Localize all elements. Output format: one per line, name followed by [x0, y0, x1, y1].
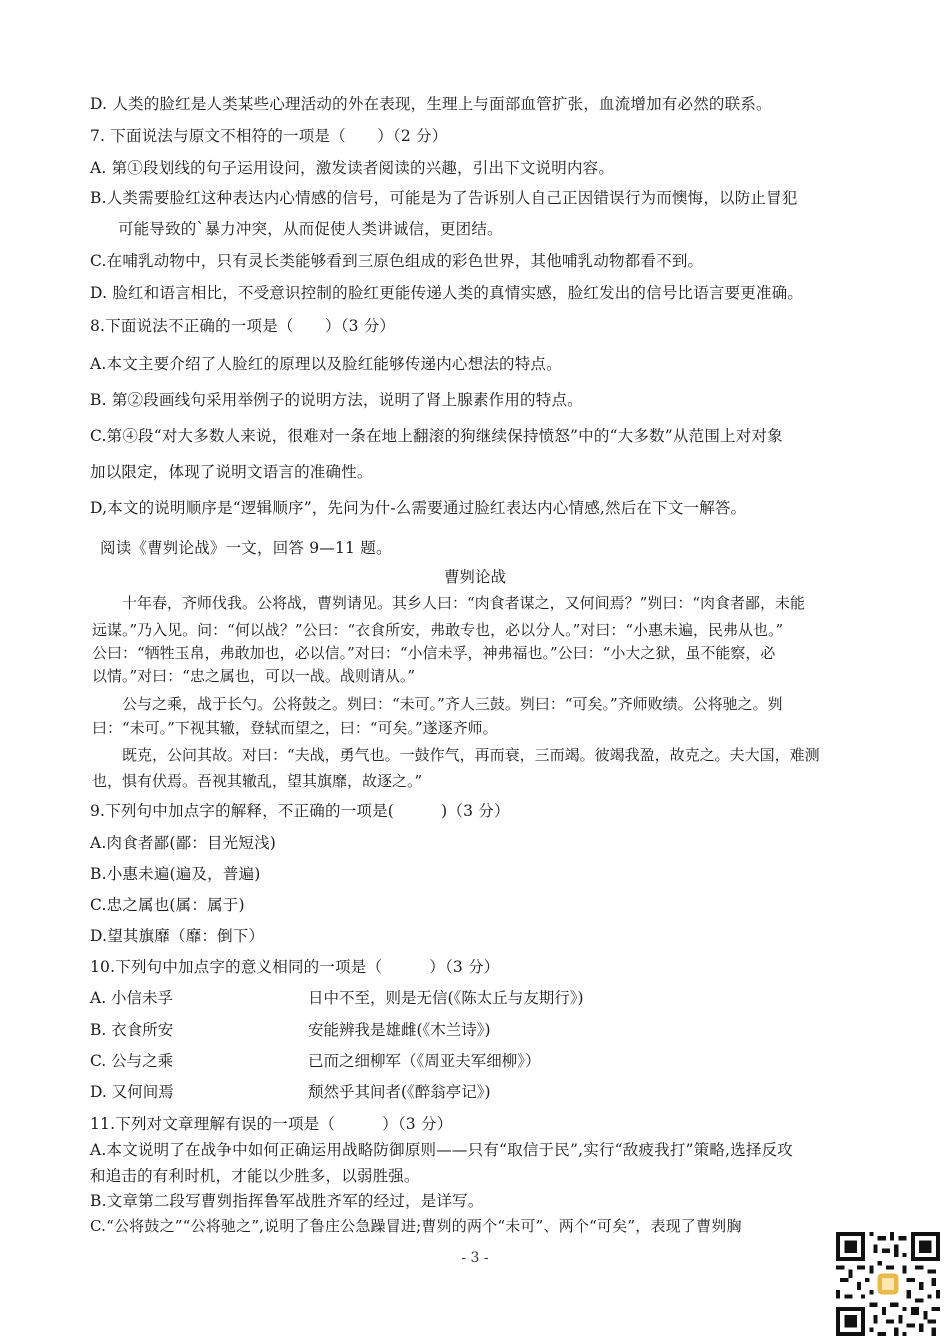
question-10-option-c: C. 公与之乘: [90, 1052, 174, 1070]
reading-instruction: 阅读《曹刿论战》一文，回答 9—11 题。: [100, 539, 392, 557]
passage-line-6: 曰：“未可。”下视其辙，登轼而望之，曰：“可矣。”遂逐齐师。: [92, 719, 498, 737]
question-10-option-a: A. 小信未孚: [90, 989, 174, 1007]
question-11-option-c: C.“公将鼓之”“公将驰之”,说明了鲁庄公急躁冒进;曹刿的两个“未可”、两个“可矣”，表现了曹刿胸: [90, 1217, 742, 1235]
question-10-option-b-compare: 安能辨我是雄雌(《木兰诗》): [308, 1021, 491, 1039]
question-7-option-a: A. 第①段划线的句子运用设问，激发读者阅读的兴趣，引出下文说明内容。: [90, 159, 615, 177]
passage-line-7: 既克，公问其故。对曰：“夫战，勇气也。一鼓作气，再而衰，三而竭。彼竭我盈，故克之。夫大国，难测: [122, 746, 820, 764]
question-10-option-a-compare: 日中不至，则是无信(《陈太丘与友期行》): [308, 989, 584, 1007]
question-9-option-c: C.忠之属也(属：属于): [90, 896, 245, 914]
passage-line-2: 远谋。”乃入见。问：“何以战？”公曰：“衣食所安，弗敢专也，必以分人。”对曰：“小惠未遍，民弗从也。”: [92, 621, 784, 639]
question-10-option-c-compare: 已而之细柳军（《周亚夫军细柳》）: [308, 1052, 541, 1070]
question-9-option-a: A.肉食者鄙(鄙：目光短浅): [90, 834, 277, 852]
page-number: - 3 -: [461, 1250, 489, 1266]
passage-line-1: 十年春，齐师伐我。公将战，曹刿请见。其乡人曰：“肉食者谋之，又何间焉？”刿曰：“肉食者鄙，未能: [122, 594, 806, 612]
passage-line-4: 以情。”对曰：“忠之属也，可以一战。战则请从。”: [92, 667, 416, 685]
question-7: 7. 下面说法与原文不相符的一项是（ ）（2 分）: [90, 127, 448, 145]
question-10-option-b: B. 衣食所安: [90, 1021, 174, 1039]
qr-code-icon: [836, 1232, 940, 1336]
question-8-option-b: B. 第②段画线句采用举例子的说明方法，说明了肾上腺素作用的特点。: [90, 391, 583, 409]
question-11-option-a: A.本文说明了在战争中如何正确运用战略防御原则——只有“取信于民”,实行“敌疲我打”策略,选择反攻: [90, 1141, 793, 1159]
passage-line-3: 公曰：“牺牲玉帛，弗敢加也，必以信。”对曰：“小信未孚，神弗福也。”公曰：“小大之狱，虽不能察，必: [92, 644, 776, 662]
question-9-option-d: D.望其旗靡（靡：倒下）: [90, 927, 265, 945]
question-11-option-a-cont: 和追击的有利时机，才能以少胜多，以弱胜强。: [90, 1167, 420, 1185]
question-9-option-b: B.小惠未遍(遍及，普遍): [90, 865, 261, 883]
question-7-option-c: C.在哺乳动物中，只有灵长类能够看到三原色组成的彩色世界，其他哺乳动物都看不到。: [90, 252, 704, 270]
question-7-option-b-cont: 可能导致的`暴力冲突，从而促使人类讲诚信，更团结。: [118, 220, 503, 238]
question-7-option-d: D. 脸红和语言相比，不受意识控制的脸红更能传递人类的真情实感，脸红发出的信号比语言要更准确。: [90, 284, 804, 302]
line-d6: D. 人类的脸红是人类某些心理活动的外在表现，生理上与面部血管扩张，血流增加有必然的联系。: [90, 95, 772, 113]
question-8-option-c: C.第④段“对大多数人来说，很难对一条在地上翻滚的狗继续保持愤怒”中的“大多数”从范围上对对象: [90, 427, 783, 445]
question-8: 8.下面说法不正确的一项是（ ）（3 分）: [90, 317, 396, 335]
question-10-option-d: D. 又何间焉: [90, 1083, 174, 1101]
question-7-option-b: B.人类需要脸红这种表达内心情感的信号，可能是为了告诉别人自己正因错误行为而懊悔，以防止冒犯: [90, 189, 798, 207]
question-10-option-d-compare: 颓然乎其间者(《醉翁亭记》): [308, 1083, 491, 1101]
question-8-option-c-cont: 加以限定，体现了说明文语言的准确性。: [90, 463, 373, 481]
question-11: 11.下列对文章理解有误的一项是（ ）（3 分）: [90, 1115, 453, 1133]
question-9: 9.下列句中加点字的解释，不正确的一项是( )（3 分）: [90, 802, 510, 820]
passage-line-5: 公与之乘，战于长勺。公将鼓之。刿曰：“未可。”齐人三鼓。刿曰：“可矣。”齐师败绩。公将驰之。刿: [122, 695, 783, 713]
passage-line-8: 也，惧有伏焉。吾视其辙乱，望其旗靡，故逐之。”: [92, 772, 423, 790]
question-11-option-b: B.文章第二段写曹刿指挥鲁军战胜齐军的经过，是详写。: [90, 1192, 484, 1210]
question-10: 10.下列句中加点字的意义相同的一项是（ ）（3 分）: [90, 958, 500, 976]
passage-title: 曹刿论战: [443, 568, 506, 586]
question-8-option-a: A.本文主要介绍了人脸红的原理以及脸红能够传递内心想法的特点。: [90, 355, 562, 373]
question-8-option-d: D,本文的说明顺序是“逻辑顺序”，先问为什-么需要通过脸红表达内心情感,然后在下文一解答。: [90, 499, 747, 517]
